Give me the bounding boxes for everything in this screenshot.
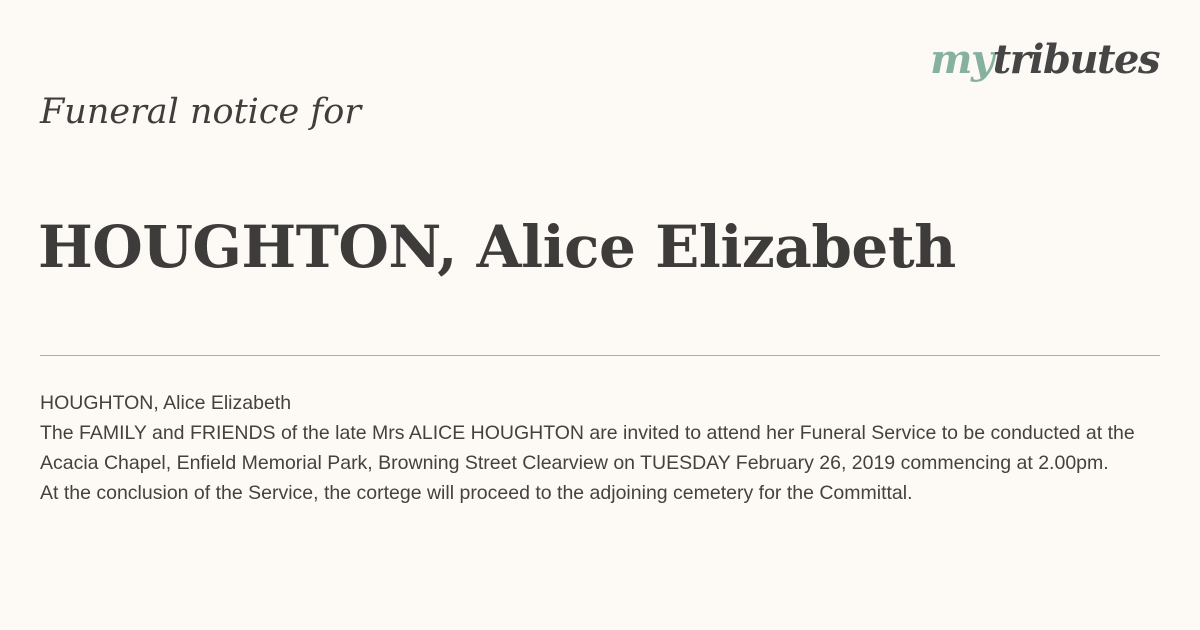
notice-type-heading: Funeral notice for	[40, 92, 362, 132]
deceased-name-title: HOUGHTON, Alice Elizabeth	[38, 213, 956, 281]
notice-body-committal: At the conclusion of the Service, the cortege will proceed to the adjoining cemetery for the Committal.	[40, 482, 913, 504]
notice-body-invitation: The FAMILY and FRIENDS of the late Mrs ALICE HOUGHTON are invited to attend her Funeral Service to be conducted at the Acacia Chapel, Enfield Memorial Park, Browning Street Clearview on TUESDAY February 26, 2019 commencing at 2.00pm.	[40, 422, 1135, 474]
notice-body	[40, 388, 1165, 508]
mytributes-logo[interactable]	[930, 36, 1159, 84]
notice-body-name-line: HOUGHTON, Alice Elizabeth	[40, 392, 292, 414]
section-divider	[40, 355, 1160, 356]
logo-text-tributes: tributes	[992, 36, 1159, 83]
logo-text-my: my	[930, 36, 993, 83]
